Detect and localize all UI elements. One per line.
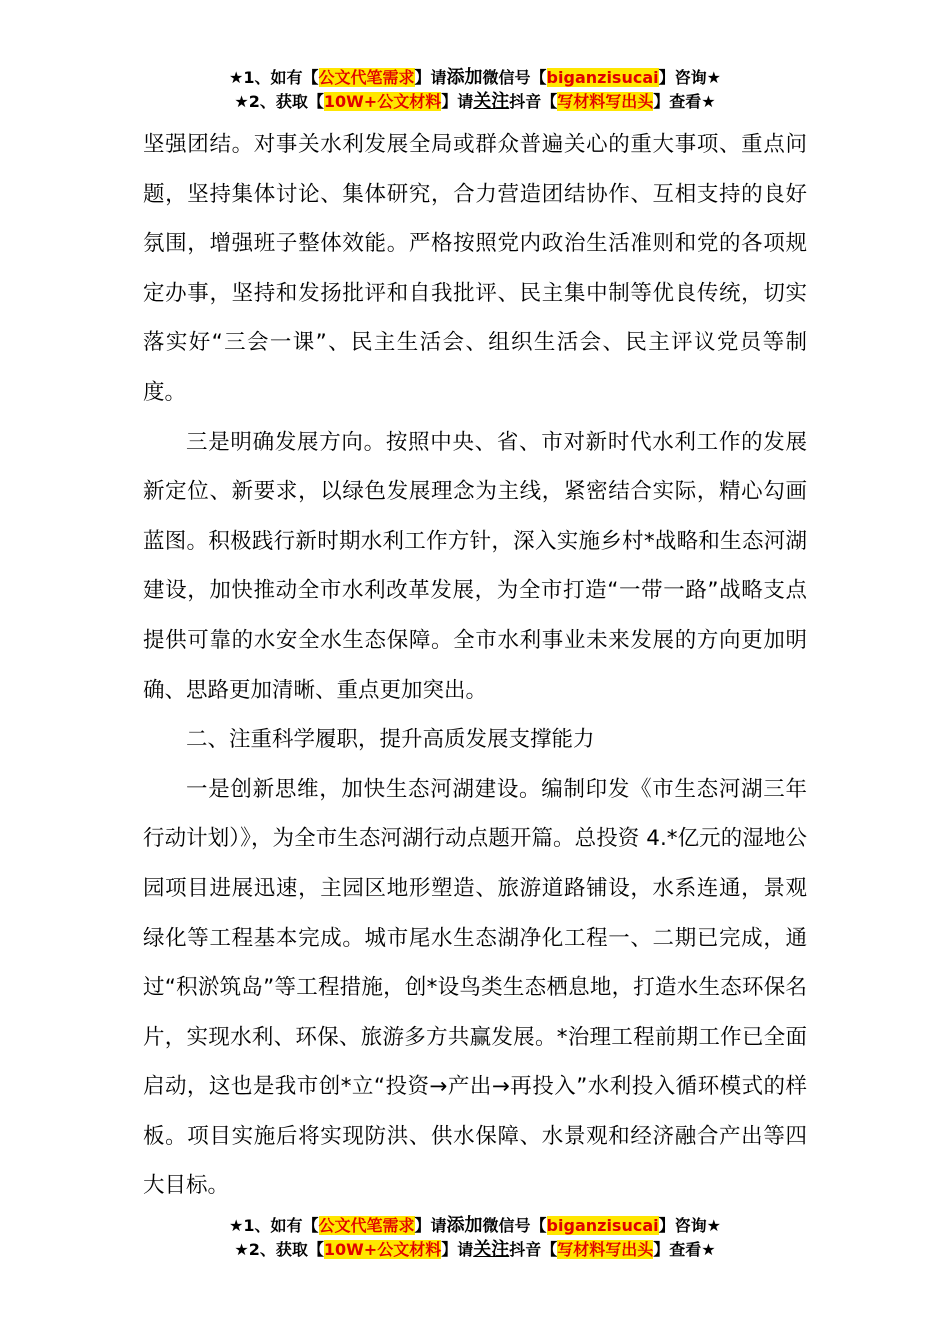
promo-wechat-id: biganzisucai bbox=[546, 68, 659, 87]
promo-line-2 bbox=[0, 90, 950, 114]
promo-text: ★2、获取【 bbox=[234, 92, 324, 111]
promo-line-2 bbox=[0, 1238, 950, 1262]
promo-text: 】咨询★ bbox=[658, 1216, 721, 1235]
promo-text: 】查看★ bbox=[653, 92, 716, 111]
promo-highlight-need: 公文代笔需求 bbox=[318, 68, 415, 87]
promo-text: 】请 bbox=[441, 92, 474, 111]
promo-text: 抖音【 bbox=[509, 92, 558, 111]
body-paragraph: 一是创新思维，加快生态河湖建设。编制印发《市生态河湖三年行动计划）》，为全市生态河湖行动点题开篇。总投资 4.*亿元的湿地公园项目进展迅速，主园区地形塑造、旅游道路铺设，水系连通，景观绿化等工程基本完成。城市尾水生态湖净化工程一、二期已完成，通过“积淤筑岛”等工程措施，创*设鸟类生态栖息地，打造水生态环保名片，实现水利、环保、旅游多方共赢发展。*治理工程前期工作已全面启动，这也是我市创*立“投资→产出→再投入”水利投入循环模式的样板。项目实施后将实现防洪、供水保障、水景观和经济融合产出等四大目标。 bbox=[143, 776, 807, 1199]
promo-emphasis-add: 添加 bbox=[446, 1215, 483, 1236]
promo-highlight-need: 公文代笔需求 bbox=[318, 1216, 415, 1235]
body-paragraph: 坚强团结。对事关水利发展全局或群众普遍关心的重大事项、重点问题，坚持集体讨论、集体研究，合力营造团结协作、互相支持的良好氛围，增强班子整体效能。严格按照党内政治生活准则和党的各项规定办事，坚持和发扬批评和自我批评、民主集中制等优良传统，切实落实好“三会一课”、民主生活会、组织生活会、民主评议党员等制度。 bbox=[143, 132, 807, 405]
promo-highlight-material: 10W+公文材料 bbox=[323, 92, 442, 111]
document-body bbox=[143, 120, 807, 1211]
bottom-promo-banner bbox=[0, 1214, 950, 1262]
body-paragraph: 三是明确发展方向。按照中央、省、市对新时代水利工作的发展新定位、新要求，以绿色发展理念为主线，紧密结合实际，精心勾画蓝图。积极践行新时期水利工作方针，深入实施乡村*战略和生态河湖建设，加快推动全市水利改革发展，为全市打造“一带一路”战略支点提供可靠的水安全水生态保障。全市水利事业未来发展的方向更加明确、思路更加清晰、重点更加突出。 bbox=[143, 429, 807, 703]
promo-text: 】查看★ bbox=[653, 1240, 716, 1259]
promo-douyin-account: 写材料写出头 bbox=[557, 1240, 654, 1259]
promo-line-1 bbox=[0, 66, 950, 90]
promo-text: 】咨询★ bbox=[658, 68, 721, 87]
promo-line-1 bbox=[0, 1214, 950, 1238]
section-heading: 二、注重科学履职，提升高质发展支撑能力 bbox=[186, 727, 595, 753]
promo-highlight-material: 10W+公文材料 bbox=[323, 1240, 442, 1259]
promo-douyin-account: 写材料写出头 bbox=[557, 92, 654, 111]
promo-text: 】请 bbox=[441, 1240, 474, 1259]
promo-text: 】请 bbox=[414, 68, 447, 87]
promo-text: ★2、获取【 bbox=[234, 1240, 324, 1259]
promo-text: 抖音【 bbox=[509, 1240, 558, 1259]
promo-text: 微信号【 bbox=[482, 68, 547, 87]
promo-emphasis-add: 添加 bbox=[446, 67, 483, 88]
top-promo-banner bbox=[0, 66, 950, 114]
promo-text: ★1、如有【 bbox=[229, 1216, 319, 1235]
promo-text: 】请 bbox=[414, 1216, 447, 1235]
promo-wechat-id: biganzisucai bbox=[546, 1216, 659, 1235]
promo-text: ★1、如有【 bbox=[229, 68, 319, 87]
promo-text: 微信号【 bbox=[482, 1216, 547, 1235]
promo-emphasis-follow: 关注 bbox=[473, 91, 510, 112]
promo-emphasis-follow: 关注 bbox=[473, 1239, 510, 1260]
